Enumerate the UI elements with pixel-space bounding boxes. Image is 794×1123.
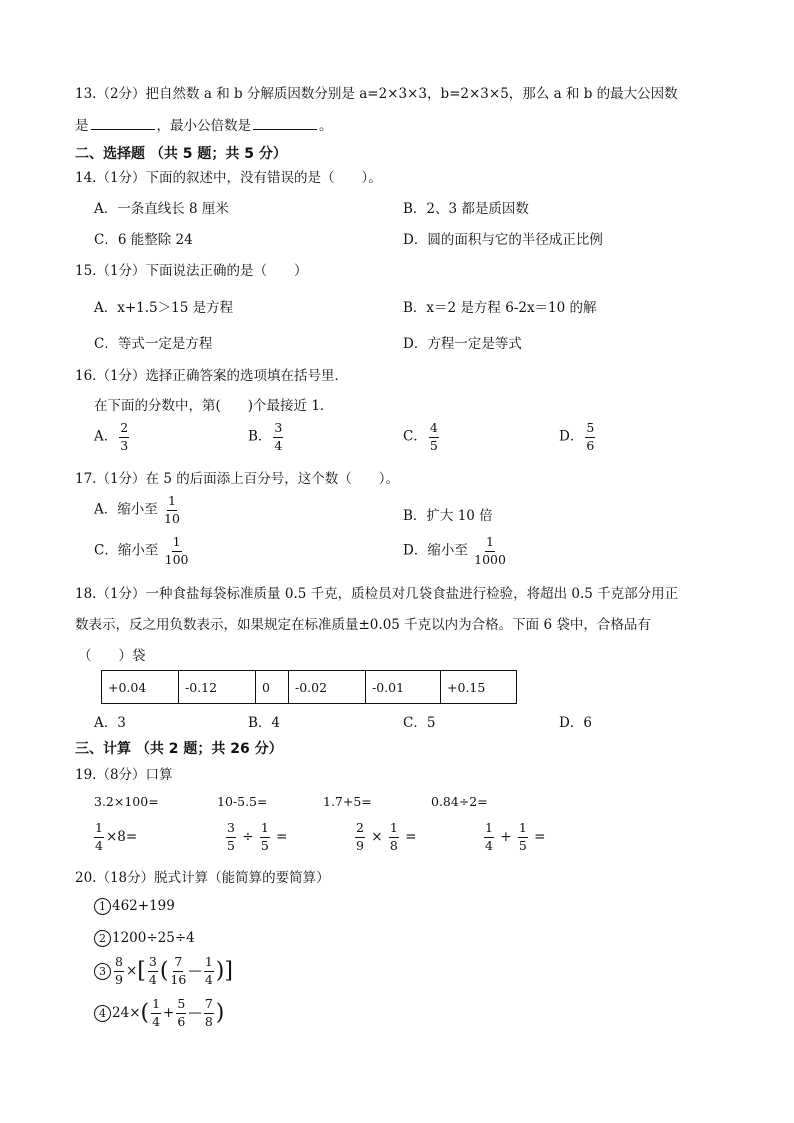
q20-item-1	[94, 898, 175, 915]
denominator: 6	[586, 437, 595, 453]
denominator: 9	[356, 837, 364, 853]
operator: ÷	[242, 829, 254, 845]
fraction	[176, 998, 186, 1028]
denominator: 100	[164, 551, 189, 567]
oral-calc-5	[92, 822, 137, 852]
paren: )	[215, 1000, 225, 1026]
expression: 1200÷25÷4	[112, 930, 195, 946]
denominator: 16	[170, 971, 187, 987]
fraction	[260, 822, 270, 852]
numerator: 3	[148, 956, 158, 972]
numerator: 1	[167, 495, 177, 511]
expression: 462+199	[112, 898, 175, 914]
numerator: 3	[226, 822, 236, 838]
fraction	[94, 822, 104, 852]
operator: —	[188, 963, 202, 979]
q20-item-4	[94, 998, 224, 1028]
numerator: 7	[204, 998, 214, 1014]
numerator: 4	[429, 422, 439, 438]
fraction	[165, 536, 189, 566]
numerator: 1	[151, 998, 161, 1014]
q14-option-b[interactable]: B．2、3 都是质因数	[403, 201, 529, 217]
fraction	[484, 822, 494, 852]
q20-stem: 20.（18分）脱式计算（能简算的要简算）	[75, 870, 330, 886]
q17-option-c[interactable]	[94, 536, 191, 566]
option-label: B．	[248, 428, 272, 445]
denominator: 3	[120, 437, 129, 453]
q18-option-a[interactable]: A．3	[94, 715, 126, 731]
q14-stem: 14.（1分）下面的叙述中，没有错误的是（ ）。	[75, 170, 382, 186]
paren: (	[159, 958, 169, 984]
operator: ×	[125, 963, 138, 979]
q13-text-a: 是	[75, 118, 89, 134]
paren: (	[140, 1000, 150, 1026]
fraction	[273, 422, 283, 452]
denominator: 5	[518, 837, 527, 853]
q18-line1: 18.（1分）一种食盐每袋标准质量 0.5 千克，质检员对几袋食盐进行检验，将超出 0.5 千克部分用正	[75, 586, 679, 602]
option-label: A．	[94, 428, 118, 445]
operator: —	[188, 1005, 202, 1021]
table-row	[102, 671, 517, 704]
denominator: 8	[389, 837, 398, 853]
q19-stem: 19.（8分）口算	[75, 767, 173, 783]
operator: ×8=	[105, 829, 138, 845]
denominator: 4	[95, 837, 103, 853]
option-label: D．缩小至	[403, 542, 468, 559]
denominator: 4	[204, 971, 213, 987]
table-cell: -0.02	[289, 671, 366, 704]
denominator: 10	[164, 510, 180, 526]
circled-number: 2	[94, 930, 111, 947]
section3-title: 三、计算 （共 2 题；共 26 分）	[75, 741, 283, 757]
numerator: 1	[204, 956, 214, 972]
denominator: 8	[204, 1013, 213, 1029]
number: 24	[112, 1005, 130, 1021]
denominator: 5	[429, 437, 438, 453]
numerator: 1	[172, 536, 182, 552]
fraction	[119, 422, 129, 452]
operator: ×	[371, 829, 383, 845]
numerator: 1	[94, 822, 104, 838]
fraction	[148, 956, 158, 986]
numerator: 8	[114, 956, 124, 972]
equals: =	[276, 829, 288, 845]
fraction	[164, 495, 180, 525]
oral-calc-3: 1.7+5=	[323, 794, 372, 809]
q20-item-2	[94, 930, 195, 947]
fraction	[170, 956, 186, 986]
q13-line1: 13.（2分）把自然数 a 和 b 分解质因数分别是 a=2×3×3，b=2×3×5，那么 a 和 b 的最大公因数	[75, 86, 678, 102]
denominator: 5	[260, 837, 269, 853]
q13-line2	[75, 114, 333, 134]
denominator: 5	[227, 837, 235, 853]
numerator: 7	[173, 956, 183, 972]
numerator: 1	[518, 822, 528, 838]
paren: )]	[215, 958, 233, 984]
fraction	[226, 822, 236, 852]
q16-option-b[interactable]	[248, 422, 285, 452]
q18-line3: （ ）袋	[78, 648, 146, 664]
section2-title: 二、选择题 （共 5 题；共 5 分）	[75, 146, 287, 162]
fraction	[151, 998, 161, 1028]
fraction	[474, 536, 506, 566]
q18-line2: 数表示，反之用负数表示，如果规定在标准质量±0.05 千克以内为合格。下面 6 袋中，合格品有	[75, 617, 651, 633]
q17-option-b[interactable]: B．扩大 10 倍	[403, 508, 493, 524]
fraction	[585, 422, 595, 452]
lcm-blank[interactable]	[253, 115, 317, 130]
q14-option-c[interactable]: C．6 能整除 24	[94, 232, 193, 248]
q16-option-c[interactable]	[403, 422, 441, 452]
oral-calc-4: 0.84÷2=	[431, 794, 488, 809]
bracket: [	[137, 958, 146, 984]
q13-text-c: 。	[319, 118, 333, 134]
numerator: 2	[119, 422, 129, 438]
denominator: 1000	[474, 551, 506, 567]
option-label: A．缩小至	[94, 501, 158, 518]
operator: ×	[129, 1005, 141, 1021]
denominator: 4	[152, 1013, 161, 1029]
numerator: 1	[260, 822, 270, 838]
q18-option-c[interactable]: C．5	[403, 715, 436, 731]
oral-calc-2: 10-5.5=	[217, 794, 268, 809]
numerator: 3	[273, 422, 283, 438]
denominator: 4	[485, 837, 493, 853]
q16-sub: 在下面的分数中，第( )个最接近 1．	[94, 398, 334, 414]
denominator: 4	[274, 437, 283, 453]
q13-text-b: ，最小公倍数是	[156, 118, 251, 134]
q15-stem: 15.（1分）下面说法正确的是（ ）	[75, 263, 308, 279]
fraction	[355, 822, 365, 852]
gcd-blank[interactable]	[91, 115, 155, 130]
equals: =	[405, 829, 417, 845]
denominator: 4	[148, 971, 157, 987]
numerator: 1	[485, 536, 495, 552]
denominator: 9	[115, 971, 123, 987]
q20-item-3	[94, 956, 233, 986]
numerator: 5	[585, 422, 595, 438]
q16-stem: 16.（1分）选择正确答案的选项填在括号里．	[75, 368, 349, 384]
q15-option-a[interactable]: A．x+1.5＞15 是方程	[94, 300, 234, 316]
table-cell: +0.15	[441, 671, 517, 704]
deviation-table	[101, 670, 517, 704]
denominator: 6	[177, 1013, 186, 1029]
table-cell: -0.12	[179, 671, 256, 704]
q18-option-b[interactable]: B．4	[248, 715, 281, 731]
numerator: 1	[484, 822, 494, 838]
fraction	[204, 956, 214, 986]
q14-option-d[interactable]: D．圆的面积与它的半径成正比例	[403, 232, 603, 248]
option-label: D．	[559, 428, 584, 445]
table-cell: -0.01	[366, 671, 441, 704]
fraction	[429, 422, 439, 452]
table-cell: 0	[256, 671, 289, 704]
oral-calc-8	[482, 822, 545, 852]
q15-option-c[interactable]: C．等式一定是方程	[94, 336, 213, 352]
oral-calc-1: 3.2×100=	[94, 794, 159, 809]
option-label: C．缩小至	[94, 542, 159, 559]
fraction	[518, 822, 528, 852]
q18-option-d[interactable]: D．6	[559, 715, 592, 731]
q16-option-d[interactable]	[559, 422, 597, 452]
fraction	[389, 822, 399, 852]
oral-calc-7	[353, 822, 416, 852]
table-cell: +0.04	[102, 671, 179, 704]
equals: =	[534, 829, 546, 845]
operator: +	[163, 1005, 175, 1021]
q15-option-b[interactable]: B．x＝2 是方程 6-2x＝10 的解	[403, 300, 597, 316]
q17-stem: 17.（1分）在 5 的后面添上百分号，这个数（ ）。	[75, 471, 399, 487]
q14-option-a[interactable]: A．一条直线长 8 厘米	[94, 201, 229, 217]
q17-option-d[interactable]	[403, 536, 508, 566]
q16-option-a[interactable]	[94, 422, 131, 452]
operator: +	[500, 829, 512, 845]
q17-option-a[interactable]	[94, 495, 182, 525]
numerator: 2	[355, 822, 365, 838]
fraction	[114, 956, 124, 986]
q15-option-d[interactable]: D．方程一定是等式	[403, 336, 522, 352]
circled-number: 3	[94, 963, 111, 980]
circled-number: 4	[94, 1005, 111, 1022]
numerator: 5	[176, 998, 186, 1014]
oral-calc-6	[224, 822, 287, 852]
option-label: C．	[403, 428, 427, 445]
numerator: 1	[389, 822, 399, 838]
circled-number: 1	[94, 898, 111, 915]
fraction	[204, 998, 214, 1028]
